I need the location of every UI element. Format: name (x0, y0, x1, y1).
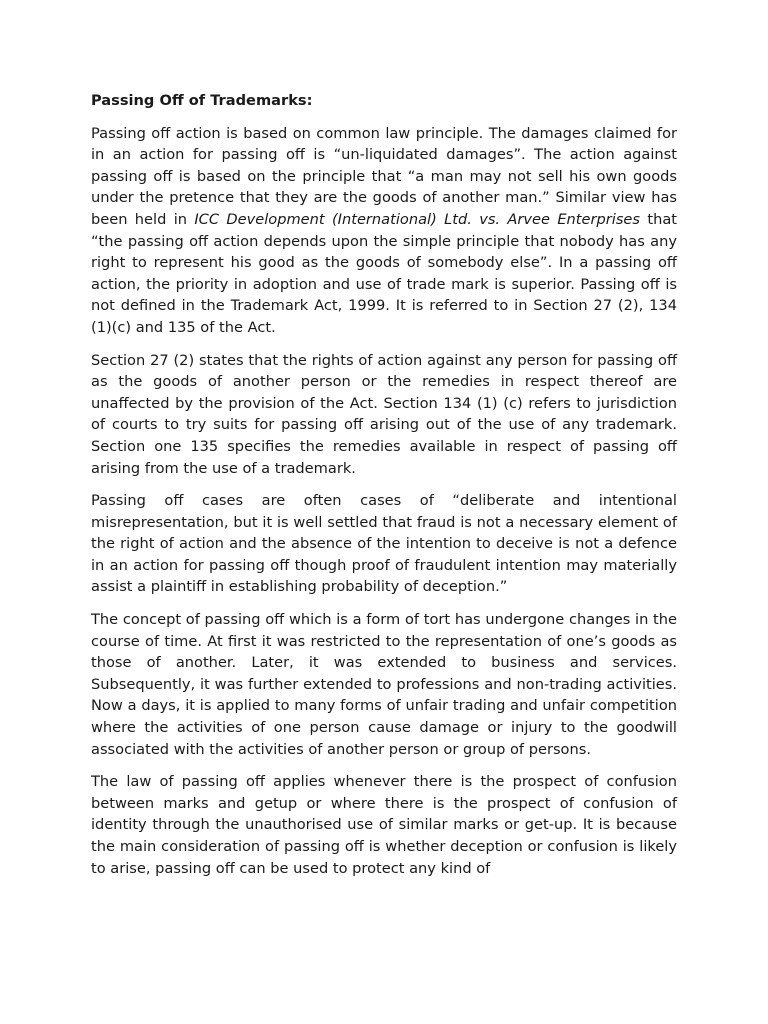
paragraph-1-rest: that “the passing off action depends upon the simple principle that nobody has any right to represent his good as the goods of somebody else”. In a passing off action, the priority in adoption and use of trade mark is superior. Passing off is not defined in the Trademark Act, 1999. It is referred to in Section 27 (2), 134 (1)(c) and 135 of the Act. (91, 210, 677, 336)
case-citation: ICC Development (International) Ltd. vs. Arvee Enterprises (194, 210, 641, 228)
paragraph-4: The concept of passing off which is a form of tort has undergone changes in the course of time. At first it was restricted to the representation of one’s goods as those of another. Later, it was extended to business and services. Subsequently, it was further extended to professions and non-trading activities. Now a days, it is applied to many forms of unfair trading and unfair competition where the activities of one person cause damage or injury to the goodwill associated with the activities of another person or group of persons. (91, 611, 677, 758)
paragraph-1 (91, 123, 677, 339)
document-body (91, 90, 677, 890)
paragraph-1-intro: Passing off action is based on common law principle. The damages claimed for in an action for passing off is “un-liquidated damages”. The action against passing off is based on the principle that “a man may not sell his own goods under the pretence that they are the goods of another man.” Similar view has been held in (91, 124, 677, 228)
paragraph-3: Passing off cases are often cases of “deliberate and intentional misrepresentation, but it is well settled that fraud is not a necessary element of the right of action and the absence of the intention to deceive is not a defence in an action for passing off though proof of fraudulent intention may materially assist a plaintiff in establishing probability of deception.” (91, 492, 677, 596)
paragraph-2: Section 27 (2) states that the rights of action against any person for passing off as the goods of another person or the remedies in respect thereof are unaffected by the provision of the Act. Section 134 (1) (c) refers to jurisdiction of courts to try suits for passing off arising out of the use of any trademark. Section one 135 specifies the remedies available in respect of passing off arising from the use of a trademark. (91, 351, 677, 477)
document-heading: Passing Off of Trademarks: (91, 92, 313, 109)
paragraph-5: The law of passing off applies whenever there is the prospect of confusion between marks and getup or where there is the prospect of confusion of identity through the unauthorised use of similar marks or get-up. It is because the main consideration of passing off is whether deception or confusion is likely to arise, passing off can be used to protect any kind of (91, 773, 677, 877)
